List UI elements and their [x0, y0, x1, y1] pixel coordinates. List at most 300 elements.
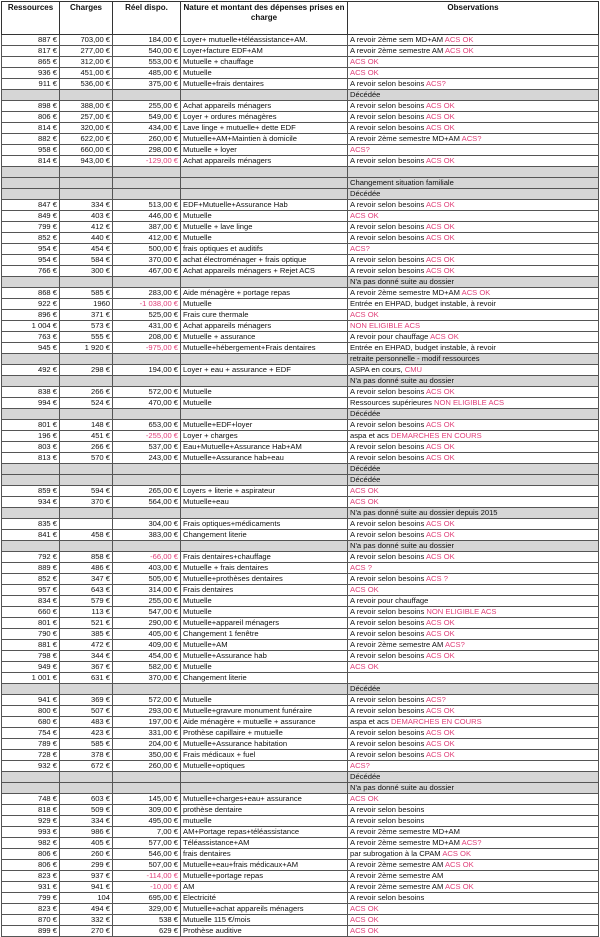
- charges-cell: 579 €: [60, 596, 113, 607]
- observation-cell: [348, 442, 599, 453]
- charges-cell: 570 €: [60, 453, 113, 464]
- charges-cell: 858 €: [60, 552, 113, 563]
- reel-dispo-cell: 572,00 €: [113, 695, 181, 706]
- ressources-cell: 934 €: [2, 497, 60, 508]
- table-row: [2, 750, 599, 761]
- charges-cell: 943,00 €: [60, 156, 113, 167]
- reel-dispo-cell: 403,00 €: [113, 563, 181, 574]
- reel-dispo-cell: 582,00 €: [113, 662, 181, 673]
- ressources-cell: 835 €: [2, 519, 60, 530]
- reel-dispo-cell: 265,00 €: [113, 486, 181, 497]
- ressources-cell: 728 €: [2, 750, 60, 761]
- table-row: [2, 761, 599, 772]
- charges-cell: 584 €: [60, 255, 113, 266]
- acs-status-text: ACS OK: [425, 387, 455, 396]
- acs-status-text: ACS OK: [444, 35, 474, 44]
- charges-cell: [60, 519, 113, 530]
- ressources-cell: 887 €: [2, 35, 60, 46]
- nature-cell: EDF+Mutuelle+Assurance Hab: [181, 200, 348, 211]
- charges-cell: 334 €: [60, 200, 113, 211]
- nature-cell: Mutuelle: [181, 233, 348, 244]
- observation-cell: [348, 376, 599, 387]
- empty-cell: [113, 90, 181, 101]
- ressources-cell: 911 €: [2, 79, 60, 90]
- charges-cell: 405 €: [60, 838, 113, 849]
- ressources-cell: 870 €: [2, 915, 60, 926]
- ressources-cell: 806 €: [2, 849, 60, 860]
- observation-text: A revoir selon besoins: [350, 552, 426, 561]
- ressources-cell: 982 €: [2, 838, 60, 849]
- reel-dispo-cell: 513,00 €: [113, 200, 181, 211]
- separator-row: [2, 409, 599, 420]
- charges-cell: 378 €: [60, 750, 113, 761]
- ressources-cell: 882 €: [2, 134, 60, 145]
- table-row: [2, 519, 599, 530]
- charges-cell: 536,00 €: [60, 79, 113, 90]
- empty-cell: [2, 277, 60, 288]
- reel-dispo-cell: 184,00 €: [113, 35, 181, 46]
- nature-cell: Eau+Mutuelle+Assurance Hab+AM: [181, 442, 348, 453]
- ressources-cell: 492 €: [2, 365, 60, 376]
- observation-text: A revoir pour chauffage: [350, 332, 431, 341]
- acs-status-text: ACS OK: [350, 310, 379, 319]
- table-row: [2, 596, 599, 607]
- nature-cell: Mutuelle+gravure monument funéraire: [181, 706, 348, 717]
- observation-text: A revoir selon besoins: [350, 607, 427, 616]
- table-row: [2, 343, 599, 354]
- charges-cell: 524 €: [60, 398, 113, 409]
- ressources-cell: 954 €: [2, 255, 60, 266]
- header-row: [2, 2, 599, 35]
- acs-status-text: ACS OK: [425, 530, 455, 539]
- table-row: [2, 68, 599, 79]
- ressources-cell: 957 €: [2, 585, 60, 596]
- nature-cell: Mutuelle: [181, 695, 348, 706]
- observation-cell: [348, 134, 599, 145]
- charges-cell: 312,00 €: [60, 57, 113, 68]
- acs-status-text: NON ELIGIBLE ACS: [434, 398, 505, 407]
- empty-cell: [60, 684, 113, 695]
- nature-cell: Mutuelle+achat appareils ménagers: [181, 904, 348, 915]
- nature-cell: Achat appareils ménagers: [181, 156, 348, 167]
- observation-cell: [348, 79, 599, 90]
- separator-row: [2, 90, 599, 101]
- observation-cell: [348, 277, 599, 288]
- reel-dispo-cell: 298,00 €: [113, 145, 181, 156]
- nature-cell: Mutuelle: [181, 387, 348, 398]
- reel-dispo-cell: 446,00 €: [113, 211, 181, 222]
- charges-cell: 494 €: [60, 904, 113, 915]
- table-row: [2, 805, 599, 816]
- reel-dispo-cell: -129,00 €: [113, 156, 181, 167]
- acs-status-text: ACS OK: [350, 915, 379, 924]
- observation-cell: [348, 310, 599, 321]
- table-row: [2, 860, 599, 871]
- nature-cell: Mutuelle + lave linge: [181, 222, 348, 233]
- ressources-cell: 800 €: [2, 706, 60, 717]
- ressources-cell: 806 €: [2, 860, 60, 871]
- acs-status-text: ACS OK: [425, 112, 455, 121]
- empty-cell: [181, 90, 348, 101]
- observation-text: A revoir 2ème semestre AM: [350, 882, 445, 891]
- reel-dispo-cell: 383,00 €: [113, 530, 181, 541]
- observation-text: A revoir 2ème semestre MD+AM: [350, 288, 462, 297]
- observation-cell: [348, 178, 599, 189]
- observation-text: A revoir selon besoins: [350, 420, 426, 429]
- acs-status-text: CMU: [404, 365, 423, 374]
- nature-cell: Electricité: [181, 893, 348, 904]
- observation-text: A revoir 2ème semestre MD+AM: [350, 838, 462, 847]
- nature-cell: Achat appareils ménagers: [181, 321, 348, 332]
- ressources-cell: 899 €: [2, 926, 60, 937]
- reel-dispo-cell: 537,00 €: [113, 442, 181, 453]
- table-row: [2, 640, 599, 651]
- observation-cell: [348, 255, 599, 266]
- observation-cell: [348, 497, 599, 508]
- nature-cell: Frais cure thermale: [181, 310, 348, 321]
- nature-cell: Loyer + ordures ménagères: [181, 112, 348, 123]
- ressources-cell: 834 €: [2, 596, 60, 607]
- empty-cell: [60, 277, 113, 288]
- charges-cell: 631 €: [60, 673, 113, 684]
- acs-status-text: ACS OK: [425, 519, 455, 528]
- ressources-cell: 841 €: [2, 530, 60, 541]
- table-row: [2, 145, 599, 156]
- table-row: [2, 486, 599, 497]
- table-row: [2, 321, 599, 332]
- ressources-cell: 766 €: [2, 266, 60, 277]
- reel-dispo-cell: 145,00 €: [113, 794, 181, 805]
- table-row: [2, 629, 599, 640]
- nature-cell: Mutuelle + loyer: [181, 145, 348, 156]
- nature-cell: Loyer+ mutuelle+téléassistance+AM.: [181, 35, 348, 46]
- nature-cell: Lave linge + mutuelle+ dette EDF: [181, 123, 348, 134]
- acs-status-text: NON ELIGIBLE ACS: [426, 607, 497, 616]
- acs-status-text: ACS?: [350, 761, 370, 770]
- charges-cell: 509 €: [60, 805, 113, 816]
- table-row: [2, 156, 599, 167]
- empty-cell: [2, 508, 60, 519]
- table-row: [2, 442, 599, 453]
- ressources-cell: 881 €: [2, 640, 60, 651]
- ressources-cell: 945 €: [2, 343, 60, 354]
- nature-cell: Mutuelle: [181, 607, 348, 618]
- ressources-cell: 1 004 €: [2, 321, 60, 332]
- acs-status-text: ACS OK: [444, 46, 474, 55]
- ressources-cell: 936 €: [2, 68, 60, 79]
- ressources-cell: 823 €: [2, 871, 60, 882]
- observation-text: A revoir selon besoins: [350, 629, 426, 638]
- separator-row: [2, 167, 599, 178]
- ressources-cell: 763 €: [2, 332, 60, 343]
- observation-text: Entrée en EHPAD, budget instable, à revoir: [350, 299, 496, 308]
- observation-text: A revoir selon besoins: [350, 519, 426, 528]
- empty-cell: [60, 475, 113, 486]
- observation-cell: [348, 662, 599, 673]
- table-row: [2, 816, 599, 827]
- reel-dispo-cell: 7,00 €: [113, 827, 181, 838]
- nature-cell: Loyer + eau + assurance + EDF: [181, 365, 348, 376]
- observation-cell: [348, 167, 599, 178]
- observation-text: A revoir selon besoins: [350, 233, 426, 242]
- observation-cell: [348, 475, 599, 486]
- table-row: [2, 926, 599, 937]
- nature-cell: Mutuelle+appareil ménagers: [181, 618, 348, 629]
- reel-dispo-cell: 255,00 €: [113, 101, 181, 112]
- observation-cell: [348, 519, 599, 530]
- ressources-cell: 680 €: [2, 717, 60, 728]
- acs-status-text: ACS OK: [350, 57, 379, 66]
- table-row: [2, 453, 599, 464]
- nature-cell: Mutuelle: [181, 596, 348, 607]
- empty-cell: [60, 376, 113, 387]
- charges-cell: 622,00 €: [60, 134, 113, 145]
- acs-status-text: ACS OK: [425, 101, 455, 110]
- nature-cell: AM: [181, 882, 348, 893]
- acs-status-text: ACS OK: [425, 123, 455, 132]
- observation-text: N'a pas donné suite au dossier: [350, 783, 455, 792]
- table-row: [2, 739, 599, 750]
- charges-cell: 113 €: [60, 607, 113, 618]
- separator-row: [2, 684, 599, 695]
- table-row: [2, 706, 599, 717]
- empty-cell: [60, 409, 113, 420]
- table-row: [2, 398, 599, 409]
- reel-dispo-cell: 454,00 €: [113, 651, 181, 662]
- observation-cell: [348, 233, 599, 244]
- table-row: [2, 79, 599, 90]
- reel-dispo-cell: -114,00 €: [113, 871, 181, 882]
- ressources-cell: 814 €: [2, 123, 60, 134]
- observation-cell: [348, 57, 599, 68]
- nature-cell: Mutuelle + chauffage: [181, 57, 348, 68]
- ressources-cell: 660 €: [2, 607, 60, 618]
- charges-cell: 454 €: [60, 244, 113, 255]
- observation-cell: [348, 189, 599, 200]
- reel-dispo-cell: 695,00 €: [113, 893, 181, 904]
- nature-cell: Loyers + literie + aspirateur: [181, 486, 348, 497]
- empty-cell: [181, 464, 348, 475]
- observation-text: A revoir selon besoins: [350, 266, 426, 275]
- reel-dispo-cell: -66,00 €: [113, 552, 181, 563]
- empty-cell: [181, 277, 348, 288]
- observation-cell: [348, 343, 599, 354]
- charges-cell: 643 €: [60, 585, 113, 596]
- observation-cell: [348, 90, 599, 101]
- empty-cell: [113, 684, 181, 695]
- ressources-cell: 994 €: [2, 398, 60, 409]
- empty-cell: [2, 464, 60, 475]
- empty-cell: [60, 167, 113, 178]
- table-row: [2, 794, 599, 805]
- observation-cell: [348, 827, 599, 838]
- acs-status-text: ACS?: [461, 838, 482, 847]
- table-row: [2, 893, 599, 904]
- empty-cell: [2, 772, 60, 783]
- ressources-cell: 806 €: [2, 112, 60, 123]
- ressources-cell: 801 €: [2, 618, 60, 629]
- charges-cell: 573 €: [60, 321, 113, 332]
- table-row: [2, 728, 599, 739]
- empty-cell: [60, 508, 113, 519]
- observation-cell: [348, 629, 599, 640]
- observation-cell: [348, 387, 599, 398]
- ressources-cell: 801 €: [2, 420, 60, 431]
- observation-cell: [348, 332, 599, 343]
- ressources-cell: 849 €: [2, 211, 60, 222]
- reel-dispo-cell: 629 €: [113, 926, 181, 937]
- reel-dispo-cell: 304,00 €: [113, 519, 181, 530]
- charges-cell: 300 €: [60, 266, 113, 277]
- charges-cell: 458 €: [60, 530, 113, 541]
- empty-cell: [181, 189, 348, 200]
- charges-cell: 299 €: [60, 860, 113, 871]
- acs-status-text: ACS OK: [444, 882, 474, 891]
- empty-cell: [2, 178, 60, 189]
- header-charges: Charges: [60, 2, 113, 35]
- table-row: [2, 662, 599, 673]
- charges-cell: 986 €: [60, 827, 113, 838]
- reel-dispo-cell: 495,00 €: [113, 816, 181, 827]
- nature-cell: Achat appareils ménagers: [181, 101, 348, 112]
- empty-cell: [60, 354, 113, 365]
- empty-cell: [60, 90, 113, 101]
- nature-cell: Mutuelle+portage repas: [181, 871, 348, 882]
- charges-cell: 148 €: [60, 420, 113, 431]
- observation-cell: [348, 585, 599, 596]
- nature-cell: Frais médicaux + fuel: [181, 750, 348, 761]
- empty-cell: [60, 189, 113, 200]
- table-row: [2, 618, 599, 629]
- reel-dispo-cell: 350,00 €: [113, 750, 181, 761]
- ressources-cell: 792 €: [2, 552, 60, 563]
- acs-status-text: ACS OK: [350, 926, 379, 935]
- table-row: [2, 101, 599, 112]
- table-row: [2, 497, 599, 508]
- nature-cell: frais optiques et auditifs: [181, 244, 348, 255]
- charges-cell: 266 €: [60, 387, 113, 398]
- observation-text: par subrogation à la CPAM: [350, 849, 443, 858]
- observation-text: A revoir 2ème semestre MD+AM: [350, 134, 462, 143]
- observation-text: aspa et acs: [350, 717, 391, 726]
- reel-dispo-cell: 507,00 €: [113, 860, 181, 871]
- table-row: [2, 233, 599, 244]
- reel-dispo-cell: 505,00 €: [113, 574, 181, 585]
- nature-cell: achat électroménager + frais optique: [181, 255, 348, 266]
- observation-cell: [348, 365, 599, 376]
- ressources-cell: 1 001 €: [2, 673, 60, 684]
- ressources-cell: 929 €: [2, 816, 60, 827]
- reel-dispo-cell: 331,00 €: [113, 728, 181, 739]
- observation-cell: [348, 651, 599, 662]
- reel-dispo-cell: 577,00 €: [113, 838, 181, 849]
- empty-cell: [113, 783, 181, 794]
- acs-status-text: ACS OK: [350, 497, 379, 506]
- ressources-cell: 847 €: [2, 200, 60, 211]
- observation-cell: [348, 244, 599, 255]
- charges-cell: 388,00 €: [60, 101, 113, 112]
- observation-cell: [348, 783, 599, 794]
- empty-cell: [113, 376, 181, 387]
- ressources-cell: 941 €: [2, 695, 60, 706]
- reel-dispo-cell: 370,00 €: [113, 673, 181, 684]
- nature-cell: Mutuelle+charges+eau+ assurance: [181, 794, 348, 805]
- nature-cell: Mutuelle+eau+frais médicaux+AM: [181, 860, 348, 871]
- observation-cell: [348, 486, 599, 497]
- table-row: [2, 211, 599, 222]
- observation-text: A revoir 2ème semestre MD+AM: [350, 827, 460, 836]
- observation-cell: [348, 926, 599, 937]
- observation-cell: [348, 101, 599, 112]
- acs-status-text: ACS OK: [425, 728, 455, 737]
- charges-cell: 266 €: [60, 442, 113, 453]
- observation-cell: [348, 849, 599, 860]
- observation-cell: [348, 453, 599, 464]
- nature-cell: Mutuelle: [181, 662, 348, 673]
- table-row: [2, 310, 599, 321]
- observation-text: N'a pas donné suite au dossier: [350, 376, 455, 385]
- empty-cell: [181, 475, 348, 486]
- observation-cell: [348, 706, 599, 717]
- table-row: [2, 365, 599, 376]
- nature-cell: Achat appareils ménagers + Rejet ACS: [181, 266, 348, 277]
- charges-cell: 423 €: [60, 728, 113, 739]
- observation-text: A revoir selon besoins: [350, 453, 426, 462]
- ressources-cell: 954 €: [2, 244, 60, 255]
- observation-cell: [348, 860, 599, 871]
- charges-cell: 585 €: [60, 288, 113, 299]
- charges-cell: 344 €: [60, 651, 113, 662]
- separator-row: [2, 189, 599, 200]
- acs-status-text: ACS ?: [350, 563, 372, 572]
- acs-status-text: ACS OK: [350, 904, 379, 913]
- acs-status-text: ACS OK: [442, 849, 472, 858]
- empty-cell: [181, 376, 348, 387]
- empty-cell: [2, 189, 60, 200]
- observation-cell: [348, 640, 599, 651]
- ressources-cell: 803 €: [2, 442, 60, 453]
- reel-dispo-cell: 260,00 €: [113, 761, 181, 772]
- charges-cell: 385 €: [60, 629, 113, 640]
- observation-text: A revoir pour chauffage: [350, 596, 429, 605]
- ressources-cell: 852 €: [2, 574, 60, 585]
- observation-cell: [348, 794, 599, 805]
- header-observations: Observations: [348, 2, 599, 35]
- reel-dispo-cell: 375,00 €: [113, 79, 181, 90]
- spreadsheet: [1, 1, 598, 937]
- observation-text: A revoir 2ème semestre AM: [350, 871, 444, 880]
- observation-text: A revoir selon besoins: [350, 79, 426, 88]
- charges-cell: 1 920 €: [60, 343, 113, 354]
- acs-status-text: ACS OK: [425, 706, 455, 715]
- charges-cell: 521 €: [60, 618, 113, 629]
- reel-dispo-cell: 197,00 €: [113, 717, 181, 728]
- observation-cell: [348, 200, 599, 211]
- table-row: [2, 244, 599, 255]
- separator-row: [2, 376, 599, 387]
- reel-dispo-cell: 283,00 €: [113, 288, 181, 299]
- observation-cell: [348, 354, 599, 365]
- observation-cell: [348, 112, 599, 123]
- empty-cell: [113, 541, 181, 552]
- observation-cell: [348, 464, 599, 475]
- nature-cell: Mutuelle+EDF+loyer: [181, 420, 348, 431]
- observation-text: Décédée: [350, 464, 381, 473]
- acs-status-text: ACS OK: [461, 288, 491, 297]
- nature-cell: mutuelle: [181, 816, 348, 827]
- charges-cell: 937 €: [60, 871, 113, 882]
- observation-text: A revoir selon besoins: [350, 200, 426, 209]
